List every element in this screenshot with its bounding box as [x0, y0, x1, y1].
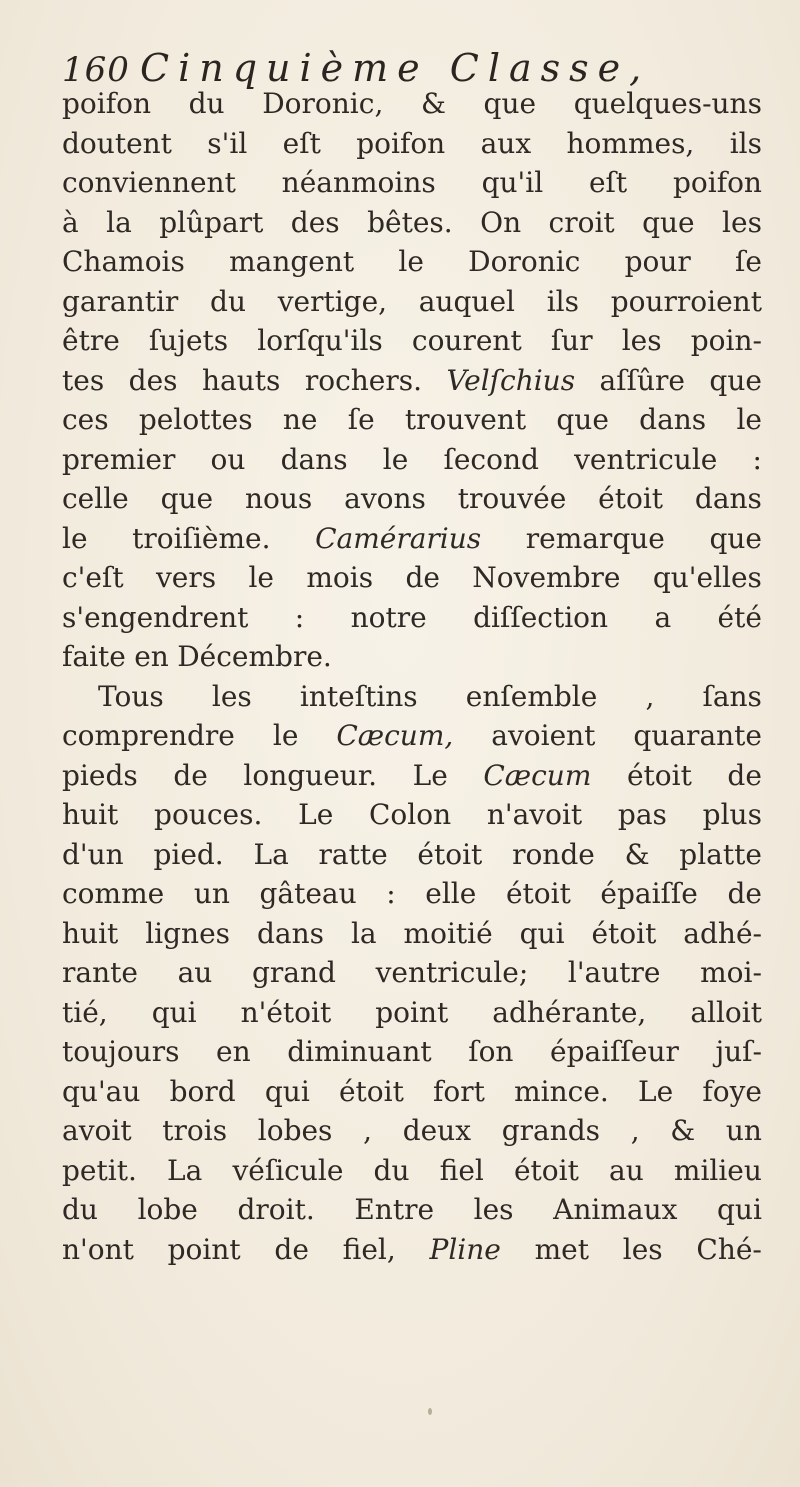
word: étoit: [505, 877, 571, 910]
word: ils: [729, 126, 762, 160]
word: plus: [702, 798, 762, 831]
word: Décembre.: [177, 640, 332, 673]
word: poifon: [672, 166, 762, 199]
word: Ché-: [696, 1232, 762, 1266]
word: le: [736, 403, 762, 436]
word: pour: [624, 245, 691, 278]
word: Le: [637, 1074, 674, 1108]
word: de: [405, 561, 440, 594]
word: point: [375, 995, 449, 1029]
word: au: [177, 956, 213, 989]
word: remarque: [525, 521, 665, 555]
word: c'eſt: [62, 561, 124, 594]
word: les: [722, 205, 762, 239]
word: le: [248, 561, 274, 594]
word: avoient: [491, 719, 596, 752]
word: ,: [363, 1114, 373, 1147]
word: adhé-: [683, 916, 762, 950]
word: ventricule: [574, 442, 718, 476]
word: qui: [151, 995, 197, 1029]
body-text: [62, 84, 762, 1269]
text-line: [62, 1190, 762, 1230]
word: ils: [546, 284, 579, 318]
word: étoit: [626, 758, 692, 792]
word: ſans: [702, 679, 762, 713]
word: épaiſſeur: [550, 1035, 679, 1068]
word: Doronic: [468, 245, 581, 278]
word: faite: [62, 640, 126, 673]
word: doutent: [62, 126, 172, 160]
word: diminuant: [287, 1035, 432, 1068]
word: un: [725, 1114, 762, 1147]
word: grand: [251, 956, 336, 989]
word: bord: [169, 1074, 236, 1108]
word: fiel: [439, 1153, 484, 1187]
word: n'étoit: [240, 995, 332, 1029]
word: ſe: [347, 403, 375, 436]
word: les: [622, 1232, 663, 1266]
word: étoit: [417, 837, 483, 871]
word: de: [173, 758, 208, 792]
word: a: [654, 600, 672, 634]
word: moitié: [403, 916, 493, 950]
word: lignes: [145, 916, 231, 950]
word: à: [62, 205, 79, 239]
word: Tous: [98, 679, 164, 713]
word: Chamois: [62, 245, 185, 278]
word: met: [534, 1232, 589, 1266]
word: pas: [617, 798, 667, 831]
word: ſon: [468, 1035, 514, 1068]
word: lorſqu'ils: [257, 324, 383, 357]
word: point: [167, 1232, 241, 1266]
word: fiel,: [342, 1232, 396, 1266]
word: d'un: [62, 837, 124, 871]
text-line: [62, 400, 762, 440]
word: nous: [244, 482, 313, 515]
word: elle: [425, 877, 477, 910]
word: pieds: [62, 758, 138, 792]
word: du: [210, 284, 246, 318]
word: hommes,: [566, 126, 695, 160]
text-line: [62, 716, 762, 756]
word: foye: [702, 1074, 762, 1108]
word: être: [62, 324, 120, 357]
word: &: [420, 87, 446, 120]
word: mois: [306, 561, 374, 594]
word: ſujets: [148, 324, 229, 357]
word: inteſtins: [299, 679, 418, 713]
word: tes: [62, 363, 105, 397]
word: des: [290, 205, 340, 239]
word: celle: [62, 482, 129, 515]
word: le: [62, 521, 88, 555]
word: juſ-: [715, 1035, 762, 1068]
word: :: [294, 600, 305, 634]
word: Novembre: [472, 561, 621, 594]
word: ne: [282, 403, 318, 436]
word: que: [709, 363, 762, 397]
word: rante: [62, 956, 138, 989]
word: premier: [62, 442, 176, 476]
text-line: [62, 914, 762, 954]
word: qui: [519, 916, 565, 950]
text-line: [62, 756, 762, 796]
text-line: [62, 1072, 762, 1112]
word: que: [483, 87, 537, 120]
text-line: [62, 953, 762, 993]
text-line: [62, 163, 762, 203]
word: La: [253, 837, 289, 871]
word: dans: [280, 442, 348, 476]
word: ,: [645, 679, 655, 713]
word: qu'il: [481, 166, 544, 199]
word: milieu: [673, 1153, 762, 1187]
word: le: [398, 245, 424, 278]
word: lobes: [257, 1114, 333, 1147]
word: ronde: [512, 837, 595, 871]
text-line: [62, 361, 762, 401]
word: conviennent: [62, 166, 236, 199]
text-line: [62, 479, 762, 519]
word: Cæcum: [483, 758, 592, 792]
word: adhérante,: [492, 995, 647, 1029]
word: la: [106, 205, 132, 239]
word: tié,: [62, 995, 108, 1029]
word: huit: [62, 916, 119, 950]
text-line: [62, 1032, 762, 1072]
word: étoit: [598, 482, 664, 515]
word: trouvée: [457, 482, 567, 515]
word: qu'elles: [652, 561, 762, 594]
word: du: [373, 1153, 410, 1187]
word: étoit: [338, 1074, 404, 1108]
word: s'engendrent: [62, 600, 249, 634]
text-line: [62, 677, 762, 717]
word: ſur: [550, 324, 593, 357]
word: Pline: [429, 1232, 501, 1266]
text-line: [62, 993, 762, 1033]
word: ,: [630, 1114, 640, 1147]
word: La: [167, 1153, 203, 1187]
word: qui: [717, 1193, 762, 1226]
word: diſſection: [473, 600, 609, 634]
word: avons: [344, 482, 426, 515]
word: garantir: [62, 284, 179, 318]
word: Le: [298, 798, 334, 831]
word: fort: [433, 1074, 485, 1108]
word: Cæcum,: [336, 719, 454, 752]
word: dans: [694, 482, 762, 515]
word: &: [624, 837, 650, 871]
text-line: [62, 558, 762, 598]
word: croit: [548, 205, 615, 239]
running-head: Cinquième Classe,: [140, 46, 651, 90]
word: Camérarius: [315, 521, 482, 555]
text-line: [62, 795, 762, 835]
word: épaiſſe: [600, 877, 698, 910]
word: Le: [412, 758, 448, 792]
word: gâteau: [259, 877, 357, 910]
word: que: [642, 205, 695, 239]
word: deux: [402, 1114, 472, 1147]
word: qui: [264, 1074, 310, 1108]
word: petit.: [62, 1153, 137, 1187]
word: été: [717, 600, 762, 634]
word: la: [350, 916, 377, 950]
word: n'avoit: [486, 798, 583, 831]
word: dans: [639, 403, 707, 436]
text-line: [62, 874, 762, 914]
word: hauts: [201, 363, 281, 397]
word: qu'au: [62, 1074, 141, 1108]
word: rochers.: [304, 363, 423, 397]
text-line: [62, 282, 762, 322]
word: poifon: [356, 126, 446, 160]
word: Animaux: [553, 1193, 678, 1226]
word: enſemble: [465, 679, 598, 713]
word: l'autre: [567, 956, 661, 989]
word: troiſième.: [132, 521, 271, 555]
word: que: [160, 482, 214, 515]
word: ventricule;: [375, 956, 529, 989]
word: poin-: [690, 324, 762, 357]
word: ou: [210, 442, 246, 476]
text-line: [62, 598, 762, 638]
word: :: [386, 877, 396, 910]
word: le: [382, 442, 409, 476]
word: étoit: [591, 916, 657, 950]
word: de: [727, 758, 762, 792]
word: Velſchius: [446, 363, 576, 397]
word: un: [193, 877, 230, 910]
word: notre: [350, 600, 427, 634]
word: Entre: [354, 1193, 435, 1226]
word: toujours: [62, 1035, 180, 1068]
word: grands: [501, 1114, 601, 1147]
word: bêtes.: [367, 205, 453, 239]
text-line: [62, 1111, 762, 1151]
text-line: [62, 242, 762, 282]
word: les: [621, 324, 662, 357]
word: quarante: [633, 719, 762, 752]
text-line: [62, 637, 762, 677]
word: dans: [256, 916, 324, 950]
word: longueur.: [243, 758, 378, 792]
word: poifon: [62, 87, 151, 120]
word: que: [556, 403, 609, 436]
word: de: [274, 1232, 309, 1266]
word: du: [188, 87, 225, 120]
word: eſt: [588, 166, 628, 199]
word: pouces.: [154, 798, 263, 831]
word: le: [272, 719, 299, 752]
word: s'il: [207, 126, 248, 160]
word: avoit: [62, 1114, 132, 1147]
word: des: [128, 363, 178, 397]
word: eſt: [282, 126, 321, 160]
text-line: [62, 519, 762, 559]
word: moi-: [700, 956, 762, 989]
word: n'ont: [62, 1232, 134, 1266]
text-line: [62, 835, 762, 875]
word: courent: [411, 324, 522, 357]
word: huit: [62, 798, 119, 831]
word: auquel: [418, 284, 515, 318]
word: quelques-uns: [573, 87, 762, 120]
word: ces: [62, 403, 109, 436]
word: en: [134, 640, 169, 673]
word: de: [727, 877, 762, 910]
word: du: [62, 1193, 98, 1226]
word: &: [670, 1114, 696, 1147]
text-line: [62, 1230, 762, 1270]
word: On: [480, 205, 522, 239]
word: les: [211, 679, 252, 713]
word: mangent: [229, 245, 355, 278]
word: droit.: [237, 1193, 315, 1226]
text-line: [62, 203, 762, 243]
text-line: [62, 440, 762, 480]
word: les: [473, 1193, 514, 1226]
word: aux: [480, 126, 532, 160]
word: ſe: [735, 245, 762, 278]
word: comme: [62, 877, 165, 910]
word: que: [709, 521, 762, 555]
paper-speck: [428, 1408, 432, 1415]
word: Colon: [369, 798, 452, 831]
text-line: [62, 124, 762, 164]
word: trouvent: [404, 403, 527, 436]
word: en: [216, 1035, 251, 1068]
word: véſicule: [232, 1153, 344, 1187]
word: néanmoins: [281, 166, 436, 199]
word: pied.: [153, 837, 224, 871]
word: comprendre: [62, 719, 235, 752]
word: lobe: [137, 1193, 198, 1226]
text-line: [62, 84, 762, 124]
page-number: 160: [62, 50, 130, 90]
word: Doronic,: [262, 87, 384, 120]
word: vers: [155, 561, 217, 594]
word: étoit: [513, 1153, 579, 1187]
word: vertige,: [277, 284, 388, 318]
word: au: [609, 1153, 644, 1187]
word: platte: [679, 837, 762, 871]
word: ſecond: [443, 442, 539, 476]
word: ratte: [318, 837, 388, 871]
word: pourroient: [610, 284, 762, 318]
text-line: [62, 321, 762, 361]
word: pelottes: [138, 403, 253, 436]
word: :: [752, 442, 762, 476]
word: plûpart: [159, 205, 264, 239]
word: alloit: [690, 995, 762, 1029]
word: trois: [162, 1114, 228, 1147]
word: mince.: [514, 1074, 609, 1108]
text-line: [62, 1151, 762, 1191]
word: aſſûre: [599, 363, 685, 397]
